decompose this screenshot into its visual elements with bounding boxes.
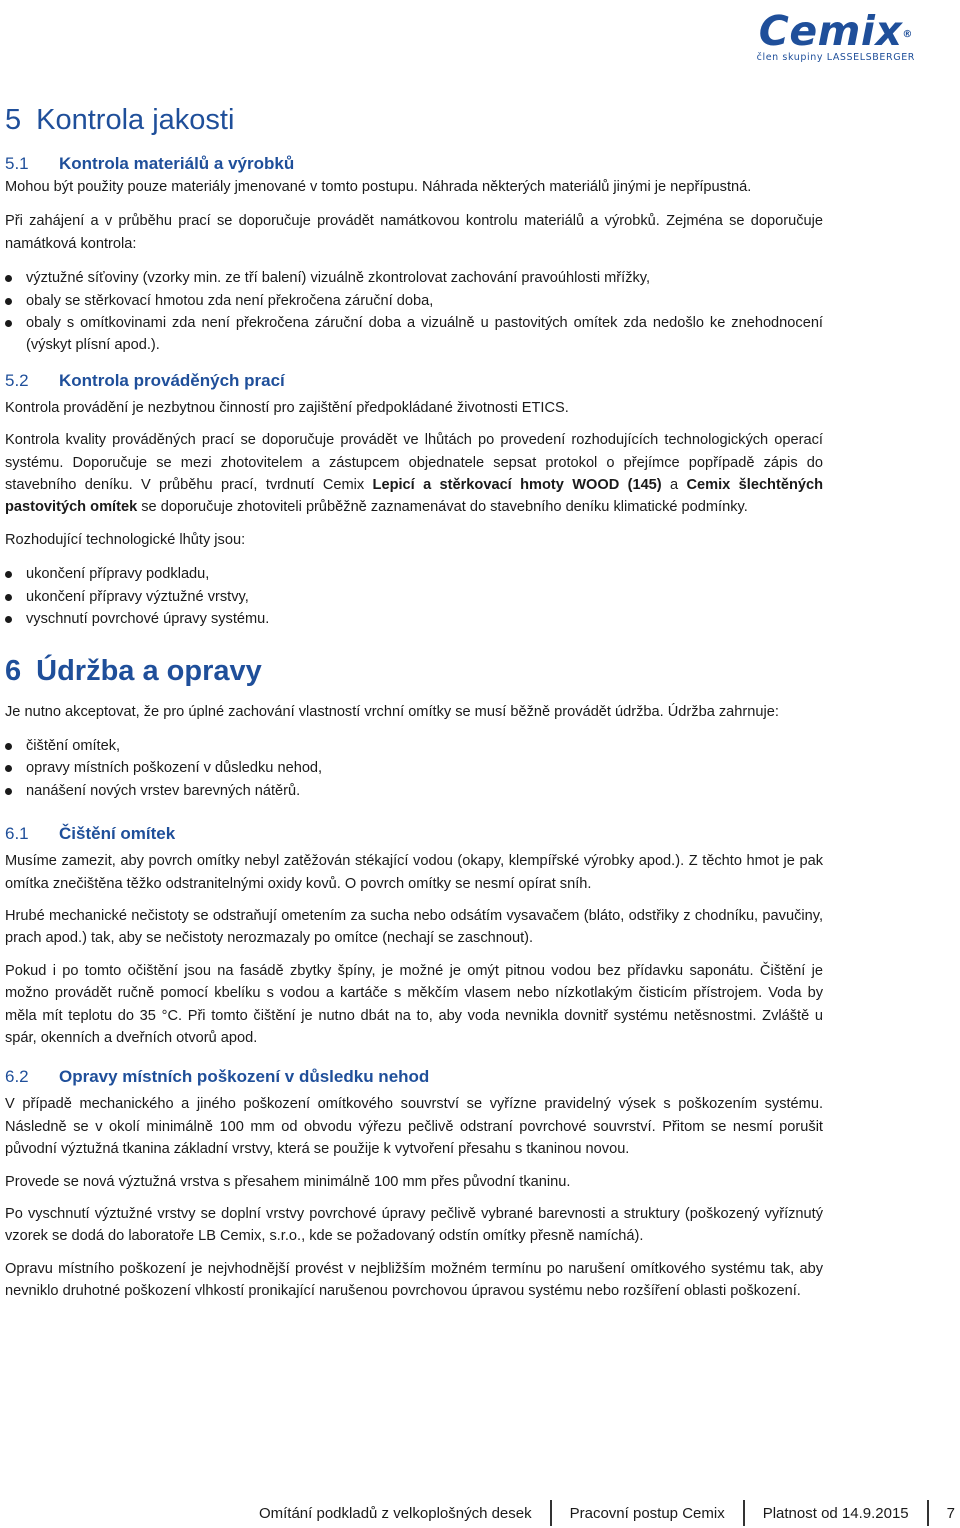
list-item: ukončení přípravy výztužné vrstvy, (5, 586, 823, 608)
paragraph: Mohou být použity pouze materiály jmenované v tomto postupu. Náhrada některých materiálů jinými je nepřípustná. (5, 179, 752, 195)
bullet-list (5, 563, 823, 630)
list-item: opravy místních poškození v důsledku nehod, (5, 757, 823, 779)
footer-document-title: Omítání podkladů z velkoplošných desek (258, 1504, 532, 1522)
footer-divider (743, 1500, 745, 1526)
paragraph: Musíme zamezit, aby povrch omítky nebyl zatěžován stékající vodou (okapy, klempířské výrobky apod.). Z těchto hmot je pak omítka znečištěna těžko odstranitelnými oxidy kovů. O povrch omítky se nesmí opírat sníh. (5, 853, 823, 892)
list-item: nanášení nových vrstev barevných nátěrů. (5, 780, 823, 802)
section-5-1-heading: 5.1 Kontrola materiálů a výrobků (5, 154, 295, 173)
paragraph: Kontrola provádění je nezbytnou činností pro zajištění předpokládané životnosti ETICS. (5, 399, 569, 416)
list-item: výztužné síťoviny (vzorky min. ze tří balení) vizuálně zkontrolovat zachování pravoúhlosti mřížky, (5, 267, 823, 289)
bullet-icon (5, 616, 12, 623)
footer-procedure: Pracovní postup Cemix (569, 1504, 725, 1522)
bullet-icon (5, 320, 12, 327)
bullet-list (5, 735, 823, 802)
bullet-icon (5, 743, 12, 750)
logo-wordmark: Cemix® (758, 7, 913, 55)
paragraph: Je nutno akceptovat, že pro úplné zachování vlastností vrchní omítky se musí běžně provádět údržba. Údržba zahrnuje: (5, 703, 779, 720)
paragraph: Rozhodující technologické lhůty jsou: (5, 531, 246, 548)
page-number: 7 (946, 1504, 955, 1522)
paragraph: Kontrola kvality prováděných prací se doporučuje provádět ve lhůtách po provedení rozhodujících technologických operací systému. Doporučuje se mezi zhotovitelem a zástupcem objednatele sepsat protokol o přejímce popřípadě zápis do stavebního deníku. V průběhu prací, tvrdnutí Cemix Lepicí a stěrkovací hmoty WOOD (145) a Cemix šlechtěných pastovitých omítek se doporučuje zhotoviteli průběžně zaznamenávat do stavebního deníku klimatické podmínky. (5, 432, 824, 516)
paragraph: Hrubé mechanické nečistoty se odstraňují ometením za sucha nebo odsátím vysavačem (bláto, odstřiky z chodníku, pavučiny, prach apod.) tak, aby se nečistoty nerozmazaly po omítce (nechají se zaschnout). (5, 907, 823, 947)
bullet-icon (5, 594, 12, 601)
section-6-2-heading: 6.2 Opravy místních poškození v důsledku nehod (5, 1067, 430, 1087)
section-5-heading: 5 Kontrola jakosti (5, 104, 235, 136)
bullet-icon (5, 788, 12, 795)
paragraph: Provede se nová výztužná vrstva s přesahem minimálně 100 mm přes původní tkaninu. (5, 1173, 571, 1190)
bullet-icon (5, 275, 12, 282)
list-item: vyschnutí povrchové úpravy systému. (5, 608, 823, 630)
bullet-icon (5, 765, 12, 772)
paragraph: Opravu místního poškození je nejvhodnější provést v nejbližším možném termínu po narušení omítkového systému tak, aby nevniklo druhotné poškození vlhkostí pronikající narušenou povrchovou úpravou systému nebo rozšíření oblasti poškození. (5, 1260, 823, 1300)
paragraph: Po vyschnutí výztužné vrstvy se doplní vrstvy povrchové úpravy pečlivě vybrané barevnosti a struktury (poškozený vyříznutý vzorek se dodá do laboratoře LB Cemix, s.r.o., kde se požadovaný odstín omítky přesně namíchá). (5, 1206, 823, 1245)
page-footer (259, 1500, 955, 1526)
paragraph: Při zahájení a v průběhu prací se doporučuje provádět namátkovou kontrolu materiálů a výrobků. Zejména se doporučuje namátková kontrola: (5, 213, 823, 252)
paragraph: Pokud i po tomto očištění jsou na fasádě zbytky špíny, je možné je omýt pitnou vodou bez přídavku saponátu. Čištění je možno provádět ručně pomocí kbelíku s vodou a kartáče s měkčím vlasem nebo nízkotlakým čisticím přístrojem. Voda by měla mít teplotu do 35 °C. Při tomto čištění je nutno dbát na to, aby voda nevnikla dovnitř systému netěsnostmi. Zvláště u spár, okenních a dveřních otvorů apod. (5, 962, 823, 1046)
list-item: obaly se stěrkovací hmotou zda není překročena záruční doba, (5, 290, 823, 312)
cemix-logo (757, 8, 915, 63)
bullet-icon (5, 298, 12, 305)
bullet-icon (5, 571, 12, 578)
bullet-list (5, 267, 823, 357)
page-content (5, 100, 823, 1303)
footer-divider (550, 1500, 552, 1526)
footer-validity: Platnost od 14.9.2015 (762, 1504, 909, 1522)
list-item: ukončení přípravy podkladu, (5, 563, 823, 585)
list-item: obaly s omítkovinami zda není překročena záruční doba a vizuálně u pastovitých omítek zda nedošlo ke znehodnocení (výskyt plísní apod.). (5, 312, 823, 357)
section-6-1-heading: 6.1 Čištění omítek (5, 824, 176, 844)
logo-tagline: člen skupiny LASSELSBERGER (756, 52, 915, 63)
section-5-2-heading: 5.2 Kontrola prováděných prací (5, 370, 285, 390)
section-6-heading: 6 Údržba a opravy (5, 654, 262, 687)
paragraph: V případě mechanického a jiného poškození omítkového souvrství se vyřízne pravidelný výsek s poškozením systému. Následně se v okolí minimálně 100 mm od obvodu výřezu pečlivě odstraní povrchové souvrství. Přitom se nesmí porušit původní výztužná tkanina základní vrstvy, která se použije k vytvoření přesahu s tkaninou novou. (5, 1096, 823, 1158)
list-item: čištění omítek, (5, 735, 823, 757)
footer-divider (927, 1500, 929, 1526)
